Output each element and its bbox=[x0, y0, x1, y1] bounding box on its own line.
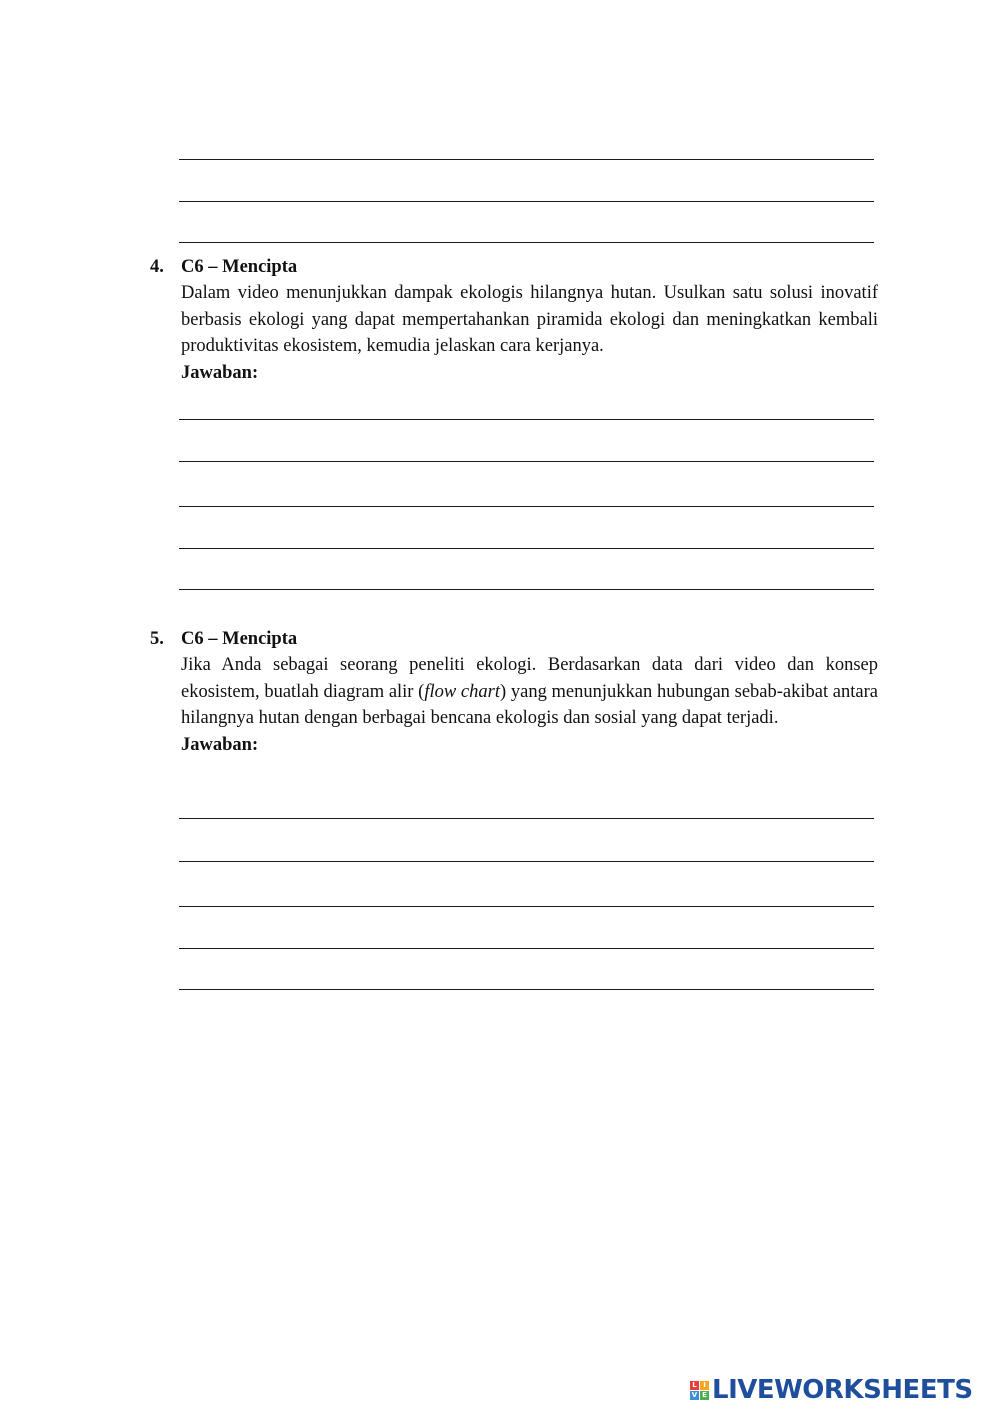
liveworksheets-logo-icon bbox=[690, 1381, 709, 1400]
answer-line[interactable] bbox=[179, 818, 874, 819]
answer-line[interactable] bbox=[179, 506, 874, 507]
question-number: 4. bbox=[150, 257, 164, 277]
answer-line bbox=[179, 201, 874, 202]
question-text-italic: flow chart bbox=[424, 681, 500, 702]
answer-line[interactable] bbox=[179, 906, 874, 907]
logo-tile: I bbox=[700, 1381, 709, 1390]
question-4 bbox=[150, 254, 880, 386]
question-text-part: Jika Anda sebagai seorang peneliti ekologi. Berdasarkan data dari video dan konsep ekosistem, buatlah diagram alir ( bbox=[181, 655, 878, 702]
logo-tile: V bbox=[691, 1390, 698, 1399]
answer-line bbox=[179, 242, 874, 243]
logo-tile: L bbox=[690, 1381, 699, 1390]
answer-line[interactable] bbox=[179, 861, 874, 862]
answer-label: Jawaban: bbox=[181, 363, 259, 384]
answer-label: Jawaban: bbox=[181, 735, 259, 756]
question-text bbox=[181, 280, 878, 360]
logo-tile: E bbox=[700, 1391, 709, 1400]
question-title: C6 – Mencipta bbox=[181, 257, 298, 277]
question-number: 5. bbox=[150, 629, 164, 649]
brand-name: LIVEWORKSHEETS bbox=[712, 1375, 973, 1405]
answer-line[interactable] bbox=[179, 989, 874, 990]
question-5 bbox=[150, 626, 880, 758]
answer-line[interactable] bbox=[179, 461, 874, 462]
answer-line[interactable] bbox=[179, 589, 874, 590]
question-text-part: ) yang menunjukkan hubungan sebab-akibat antara hilangnya hutan dengan berbagai bencana ekologis dan sosial yang dapat terjadi. bbox=[181, 681, 878, 729]
question-text-part: Dalam video menunjukkan dampak ekologis hilangnya hutan. Usulkan satu solusi inovatif berbasis ekologi yang dapat mempertahankan piramida ekologi dan meningkatkan kembali produktivitas ekosistem, kemudia jelaskan cara kerjanya. bbox=[181, 283, 878, 357]
answer-line bbox=[179, 159, 874, 160]
question-text bbox=[181, 652, 878, 732]
answer-line[interactable] bbox=[179, 548, 874, 549]
question-heading bbox=[150, 626, 880, 652]
question-heading bbox=[150, 254, 880, 280]
answer-line[interactable] bbox=[179, 419, 874, 420]
liveworksheets-logo bbox=[690, 1373, 973, 1407]
question-title: C6 – Mencipta bbox=[181, 629, 298, 649]
answer-line[interactable] bbox=[179, 948, 874, 949]
